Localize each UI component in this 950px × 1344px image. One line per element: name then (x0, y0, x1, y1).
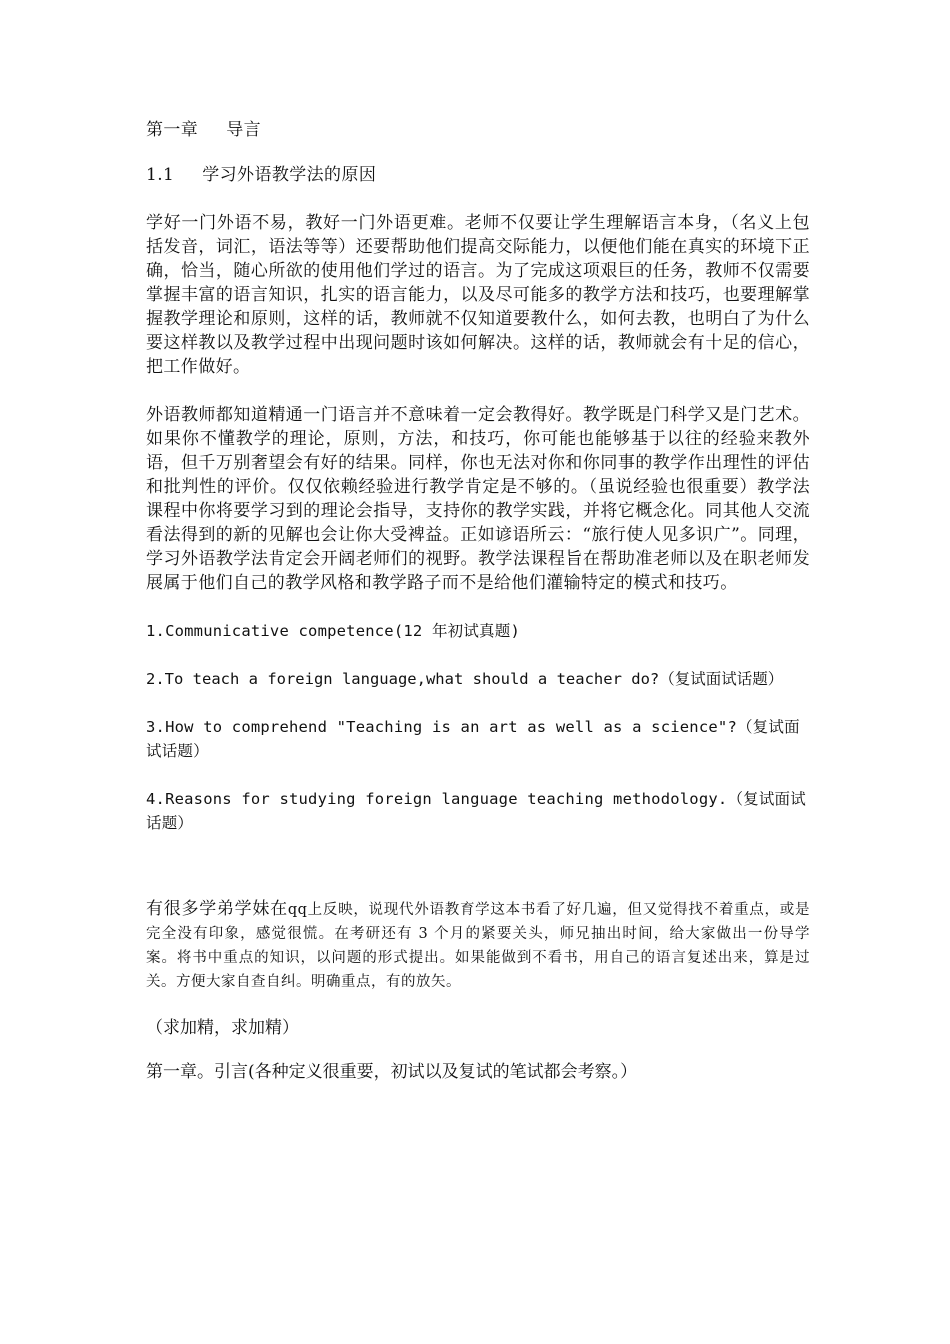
paragraph-1: 学好一门外语不易，教好一门外语更难。老师不仅要让学生理解语言本身，（名义上包括发音，词汇，语法等等）还要帮助他们提高交际能力，以便他们能在真实的环境下正确，恰当，随心所欲的使用他们学过的语言。为了完成这项艰巨的任务，教师不仅需要掌握丰富的语言知识，扎实的语言能力，以及尽可能多的教学方法和技巧，也要理解掌握教学理论和原则，这样的话，教师就不仅知道要教什么，如何去教，也明白了为什么要这样教以及教学过程中出现问题时该如何解决。这样的话，教师就会有十足的信心，把工作做好。 (146, 213, 810, 377)
chapter-heading (146, 118, 810, 142)
paragraph-2: 外语教师都知道精通一门语言并不意味着一定会教得好。教学既是门科学又是门艺术。如果你不懂教学的理论，原则，方法，和技巧，你可能也能够基于以往的经验来教外语，但千万别奢望会有好的结果。同样，你也无法对你和你同事的教学作出理性的评估和批判性的评价。仅仅依赖经验进行教学肯定是不够的。（虽说经验也很重要）教学法课程中你将要学习到的理论会指导，支持你的教学实践，并将它概念化。同其他人交流看法得到的新的见解也会让你大受裨益。正如谚语所云：“旅行使人见多识广”。同理，学习外语教学法肯定会开阔老师们的视野。教学法课程旨在帮助准老师以及在职老师发展属于他们自己的教学风格和教学路子而不是给他们灌输特定的模式和技巧。 (146, 405, 810, 593)
main-text (146, 118, 810, 835)
note-chapter-line: 第一章。引言(各种定义很重要，初试以及复试的笔试都会考察。） (146, 1062, 638, 1082)
chapter-title: 导言 (226, 120, 262, 140)
chapter-number: 第一章 (146, 120, 199, 140)
document-page (146, 118, 810, 1084)
note-lead: 有很多学弟学妹在 (146, 899, 288, 919)
section-heading (146, 163, 810, 187)
question-2: 2.To teach a foreign language,what should a teacher do?（复试面试话题） (146, 670, 784, 688)
section-title: 学习外语教学法的原因 (202, 165, 377, 185)
study-note (146, 897, 810, 1084)
question-3: 3.How to comprehend "Teaching is an art as well as a science"?（复试面试话题） (146, 718, 800, 760)
question-4: 4.Reasons for studying foreign language teaching methodology.（复试面试话题） (146, 790, 806, 832)
note-paragraph (146, 897, 810, 994)
note-body: qq上反映，说现代外语教育学这本书看了好几遍，但又觉得找不着重点，或是完全没有印象，感觉很慌。在考研还有 3 个月的紧要关头，师兄抽出时间，给大家做出一份导学案。将书中重点的知识，以问题的形式提出。如果能做到不看书，用自己的语言复述出来，算是过关。方便大家自查自纠。明确重点，有的放矢。 (146, 902, 811, 990)
note-plea: （求加精，求加精） (146, 1018, 299, 1038)
question-1: 1.Communicative competence(12 年初试真题) (146, 622, 520, 640)
section-number: 1.1 (146, 165, 175, 185)
